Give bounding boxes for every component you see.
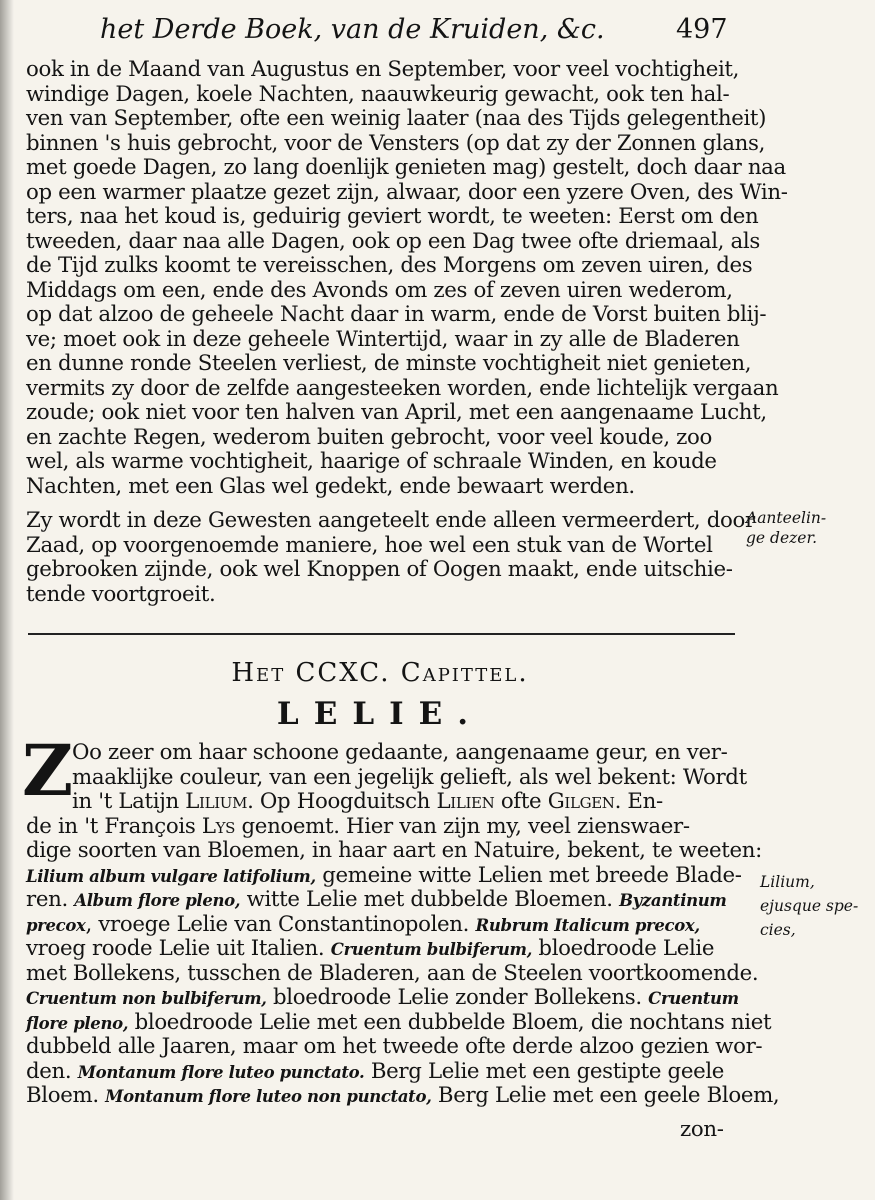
text-line: Middags om een, ende des Avonds om zes of zeven uiren wederom, [26,277,733,303]
page-gutter-shadow [0,0,14,1200]
latin-name: Cruentum bulbiferum, [330,940,533,959]
text-segment: dige soorten van Bloemen, in haar aart en Natuire, bekent, te weeten: [26,838,762,863]
section-divider [28,633,735,635]
text-line [26,913,731,938]
text-segment: , vroege Lelie van Constantinopolen. [85,911,476,937]
text-line [26,764,747,791]
top-paragraph [26,57,788,499]
drop-cap: Z [22,729,74,812]
text-segment: de in 't François [26,813,202,839]
text-segment: . Op Hoogduitsch [247,789,437,814]
text-line: ters, naa het koud is, geduirig geviert wordt, te weeten: Eerst om den [26,204,759,229]
text-line: de Tijd zulks koomt te vereisschen, des Morgens om zeven uiren, des [26,253,753,278]
text-line: zoude; ook niet voor ten halven van April, met een aangenaame Lucht, [26,400,767,425]
text-segment: Oo zeer om haar schoone gedaante, aangenaame geur, en ver- [72,740,728,765]
running-header: het Derde Boek, van de Kruiden, &c. [100,14,605,45]
text-line: en zachte Regen, wederom buiten gebrocht, voor veel koude, zoo [26,424,712,450]
margin-note-line: Lilium, [760,873,815,891]
text-segment: gemeine witte Lelien met breede Blade- [315,862,742,888]
second-paragraph [26,508,755,607]
text-line: Zaad, op voorgenoemde maniere, hoe wel een stuk van de Wortel [26,532,713,558]
latin-name: Byzantinum [619,891,727,910]
latin-name: Cruentum non bulbiferum, [26,989,267,1008]
text-segment: bloedroode Lelie zonder Bollekens. [266,985,649,1010]
catchword: zon- [680,1117,724,1142]
text-segment: den. [26,1058,78,1084]
text-segment: in 't Latijn [72,789,186,814]
text-line [26,985,739,1011]
margin-note-species [760,872,858,944]
text-segment: Berg Lelie met een geele Bloem, [431,1083,780,1108]
text-segment: witte Lelie met dubbelde Bloemen. [240,887,620,912]
latin-name: Rubrum Italicum precox, [475,915,700,935]
text-segment: ren. [26,887,75,912]
latin-name: precox [26,915,86,935]
small-caps-word: Lys [201,813,236,839]
text-line: vermits zy door de zelfde aangesteeken worden, ende lichtelijk vergaan [26,375,779,401]
latin-name: Cruentum [648,989,739,1008]
small-caps-word: Lilien [436,789,495,814]
text-segment: met Bollekens, tusschen de Bladeren, aan de Steelen voortkoomende. [26,960,759,986]
text-segment: dubbeld alle Jaaren, maar om het tweede ofte derde alzoo gezien wor- [26,1034,763,1059]
chapter-heading: Het CCXC. Capittel. [231,658,529,688]
text-segment: . En- [614,789,663,814]
text-segment: vroeg roode Lelie uit Italien. [26,936,331,961]
text-line [26,1083,780,1109]
text-line [26,937,731,962]
text-line [26,960,759,987]
chapter-title: LELIE. [276,696,484,732]
text-line: Nachten, met een Glas wel gedekt, ende bewaart werden. [26,473,635,499]
page-number: 497 [676,14,728,45]
text-line: tweeden, daar naa alle Dagen, ook op een Dag twee ofte driemaal, als [26,228,760,254]
text-line [26,838,762,864]
text-line: met goede Dagen, zo lang doenlijk genieten mag) gestelt, doch daar naa [26,155,786,180]
text-line: tende voortgroeit. [26,581,216,607]
text-segment: bloedroode Lelie [532,936,715,961]
small-caps-word: Lilium [185,789,248,814]
text-line [26,741,731,766]
text-line [26,888,731,913]
latin-name: flore pleno, [26,1013,129,1033]
text-segment: bloedroode Lelie met een dubbelde Bloem, die nochtans niet [128,1009,772,1035]
text-segment: ofte [494,789,548,814]
text-line [26,815,731,840]
margin-note-line: Aanteelin- [746,509,827,527]
text-line: op dat alzoo de geheele Nacht daar in warm, ende de Vorst buiten blij- [26,302,767,327]
text-line [26,1009,772,1036]
text-line: wel, als warme vochtigheit, haarige of schraale Winden, en koude [26,449,717,474]
text-line: windige Dagen, koele Nachten, naauwkeurig gewacht, ook ten hal- [26,81,730,107]
margin-note-line: ge dezer. [746,529,818,547]
text-segment: Berg Lelie met een gestipte geele [364,1058,725,1084]
text-segment: maaklijke couleur, van een jegelijk gelieft, als wel bekent: Wordt [72,764,747,790]
text-line: ook in de Maand van Augustus en September, voor veel vochtigheit, [26,57,740,82]
latin-name: Lilium album vulgare latifolium, [26,866,316,886]
margin-note-line: cies, [760,921,796,939]
text-line: binnen 's huis gebrocht, voor de Vensters (op dat zy der Zonnen glans, [26,130,766,156]
text-line: Zy wordt in deze Gewesten aangeteelt ende alleen vermeerdert, door [26,508,755,533]
text-line [26,862,742,889]
margin-note-line: ejusque spe- [760,897,859,915]
text-segment: genoemt. Hier van zijn my, veel zienswaer- [235,813,690,839]
text-line [26,790,731,815]
text-line [26,1034,763,1060]
latin-name: Montanum flore luteo punctato. [77,1062,365,1082]
latin-name: Album flore pleno, [74,891,241,910]
text-line: ve; moet ook in deze geheele Wintertijd, waar in zy alle de Bladeren [26,326,740,352]
margin-note-cultivation [746,508,826,548]
text-segment: Bloem. [26,1083,106,1108]
text-line [26,1060,731,1085]
small-caps-word: Gilgen [547,789,615,814]
text-line: gebrooken zijnde, ook wel Knoppen of Oogen maakt, ende uitschie- [26,557,733,582]
text-line: op een warmer plaatze gezet zijn, alwaar, door een yzere Oven, des Win- [26,179,788,205]
text-line: en dunne ronde Steelen verliest, de minste vochtigheit niet genieten, [26,351,752,376]
text-line: ven van September, ofte een weinig laater (naa des Tijds gelegentheit) [26,106,767,131]
latin-name: Montanum flore luteo non punctato, [105,1087,432,1106]
